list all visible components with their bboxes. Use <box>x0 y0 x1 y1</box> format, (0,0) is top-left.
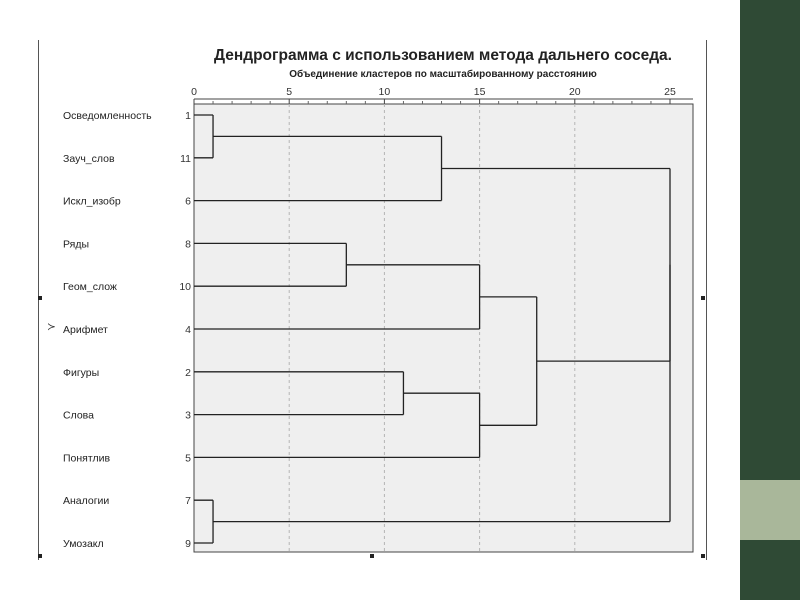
leaf-case-number: 1 <box>185 110 191 122</box>
leaf-label: Понятлив <box>63 452 111 465</box>
frame-handle <box>701 554 705 558</box>
leaf-case-number: 6 <box>185 195 191 208</box>
leaf-label: Слова <box>63 409 94 422</box>
frame-handle <box>38 554 42 558</box>
leaf-case-number: 7 <box>185 495 191 508</box>
chart-title: Дендрограмма с использованием метода дальнего соседа. <box>214 47 672 64</box>
x-tick-label: 25 <box>664 86 676 98</box>
frame-handle <box>370 554 374 558</box>
leaf-label: Ряды <box>63 238 90 251</box>
leaf-case-number: 5 <box>185 452 191 465</box>
leaf-label: Зауч_слов <box>63 152 115 165</box>
leaf-case-number: 11 <box>180 152 191 165</box>
leaf-label: Искл_изобр <box>63 195 121 208</box>
plot-area <box>194 104 693 552</box>
x-tick-label: 10 <box>378 86 391 98</box>
leaf-case-number: 10 <box>179 281 191 294</box>
x-tick-label: 5 <box>286 86 293 98</box>
frame-handle <box>38 296 42 300</box>
leaf-case-number: 2 <box>185 366 191 379</box>
leaf-label: Аналогии <box>63 495 110 508</box>
leaf-case-number: 9 <box>185 538 191 550</box>
leaf-case-number: 8 <box>185 238 191 251</box>
leaf-label: Умозакл <box>63 538 104 550</box>
x-tick-label: 20 <box>568 86 581 98</box>
leaf-case-number: 3 <box>185 409 191 422</box>
chart-subtitle: Объединение кластеров по масштабированному расстоянию <box>289 69 597 80</box>
leaf-label: Арифмет <box>63 324 108 336</box>
leaf-label: Осведомленность <box>63 110 152 122</box>
frame-handle <box>701 296 705 300</box>
leaf-case-number: 4 <box>185 324 191 336</box>
x-tick-label: 0 <box>191 86 197 98</box>
x-tick-label: 15 <box>473 86 486 98</box>
y-marker: ≻ <box>47 321 56 333</box>
leaf-label: Фигуры <box>63 366 100 379</box>
leaf-label: Геом_слож <box>63 281 117 294</box>
